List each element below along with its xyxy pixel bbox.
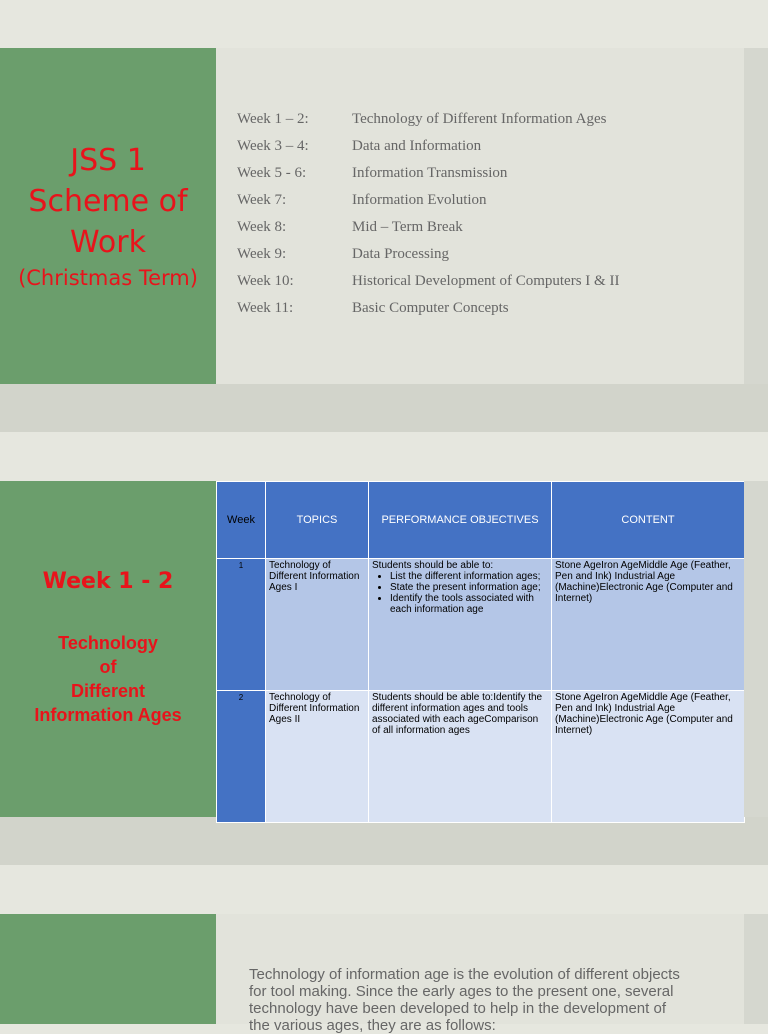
week-label: Week 3 – 4:: [237, 138, 309, 154]
objective-item: • State the present information age;: [390, 582, 548, 593]
column-header-week: Week: [217, 482, 266, 559]
week-item: [237, 295, 619, 322]
week-label: Week 8:: [237, 219, 287, 235]
subtitle-line: Information Ages: [34, 705, 182, 725]
week-label: Week 9:: [237, 246, 287, 262]
column-header-objectives: PERFORMANCE OBJECTIVES: [369, 482, 552, 559]
table-header-row: [217, 482, 745, 559]
slide-scheme-of-work: [0, 48, 768, 384]
week-topic: Information Evolution: [352, 192, 487, 208]
week-cell: 2: [217, 691, 266, 823]
slide-gap: [0, 384, 768, 432]
title-line: Scheme of: [28, 184, 188, 219]
week-item: [237, 106, 619, 133]
week-item: [237, 133, 619, 160]
objectives-intro: Students should be able to:: [372, 560, 494, 571]
objective-item: • Identify the tools associated with each information age: [390, 593, 548, 615]
objectives-cell: [369, 559, 552, 691]
subtitle-line: of: [99, 657, 117, 677]
slide-information-age-intro: [0, 914, 768, 1034]
week-topic: Data Processing: [352, 246, 450, 262]
week-topic: Data and Information: [352, 138, 482, 154]
week-item: [237, 268, 619, 295]
table-row: [217, 559, 745, 691]
content-cell: Stone AgeIron AgeMiddle Age (Feather, Pen and Ink) Industrial Age (Machine)Electronic Age (Computer and Internet): [552, 691, 745, 823]
week-item: [237, 187, 619, 214]
week-topic: Mid – Term Break: [352, 219, 463, 235]
topic-cell: Technology of Different Information Ages II: [266, 691, 369, 823]
title-subtitle: (Christmas Term): [18, 266, 198, 290]
week-topic: Information Transmission: [352, 165, 508, 181]
subtitle-line: Different: [70, 681, 145, 701]
objectives-cell: Students should be able to:Identify the different information ages and tools associated with each ageComparison of all information ages: [369, 691, 552, 823]
slide-week-1-2: [0, 481, 768, 817]
week-label: Week 5 - 6:: [237, 165, 307, 181]
body-paragraph: Technology of information age is the evolution of different objects for tool making. Since the early ages to the present one, several technology have been developed to help in the development of the various ages, they are as follows:: [249, 966, 680, 1034]
table-row: [217, 691, 745, 823]
week-label: Week 7:: [237, 192, 287, 208]
week-topic: Technology of Different Information Ages: [352, 111, 607, 127]
objective-item: • List the different information ages;: [390, 571, 548, 582]
title-line: Work: [70, 225, 146, 260]
title-line: JSS 1: [70, 143, 146, 178]
week-item: [237, 160, 619, 187]
week-cell: 1: [217, 559, 266, 691]
slide-subtitle: [0, 631, 216, 727]
scheme-table: [216, 481, 745, 823]
right-margin-strip: [744, 914, 768, 1024]
right-margin-strip: [744, 48, 768, 384]
week-topic: Historical Development of Computers I & II: [352, 273, 620, 289]
week-label: Week 10:: [237, 273, 294, 289]
week-item: [237, 214, 619, 241]
column-header-content: CONTENT: [552, 482, 745, 559]
column-header-topics: TOPICS: [266, 482, 369, 559]
content-cell: Stone AgeIron AgeMiddle Age (Feather, Pen and Ink) Industrial Age (Machine)Electronic Age (Computer and Internet): [552, 559, 745, 691]
subtitle-line: Technology: [58, 633, 158, 653]
week-label: Week 1 – 2:: [237, 111, 309, 127]
week-label: Week 11:: [237, 300, 294, 316]
title-panel: [0, 914, 216, 1024]
week-topic: Basic Computer Concepts: [352, 300, 509, 316]
slide-title: [0, 140, 216, 293]
slide-title: Week 1 - 2: [42, 569, 174, 594]
slide-gap: [0, 817, 768, 865]
week-item: [237, 241, 619, 268]
week-list: [237, 106, 619, 322]
right-margin-strip: [744, 481, 768, 817]
topic-cell: Technology of Different Information Ages I: [266, 559, 369, 691]
objectives-list: [372, 571, 548, 615]
